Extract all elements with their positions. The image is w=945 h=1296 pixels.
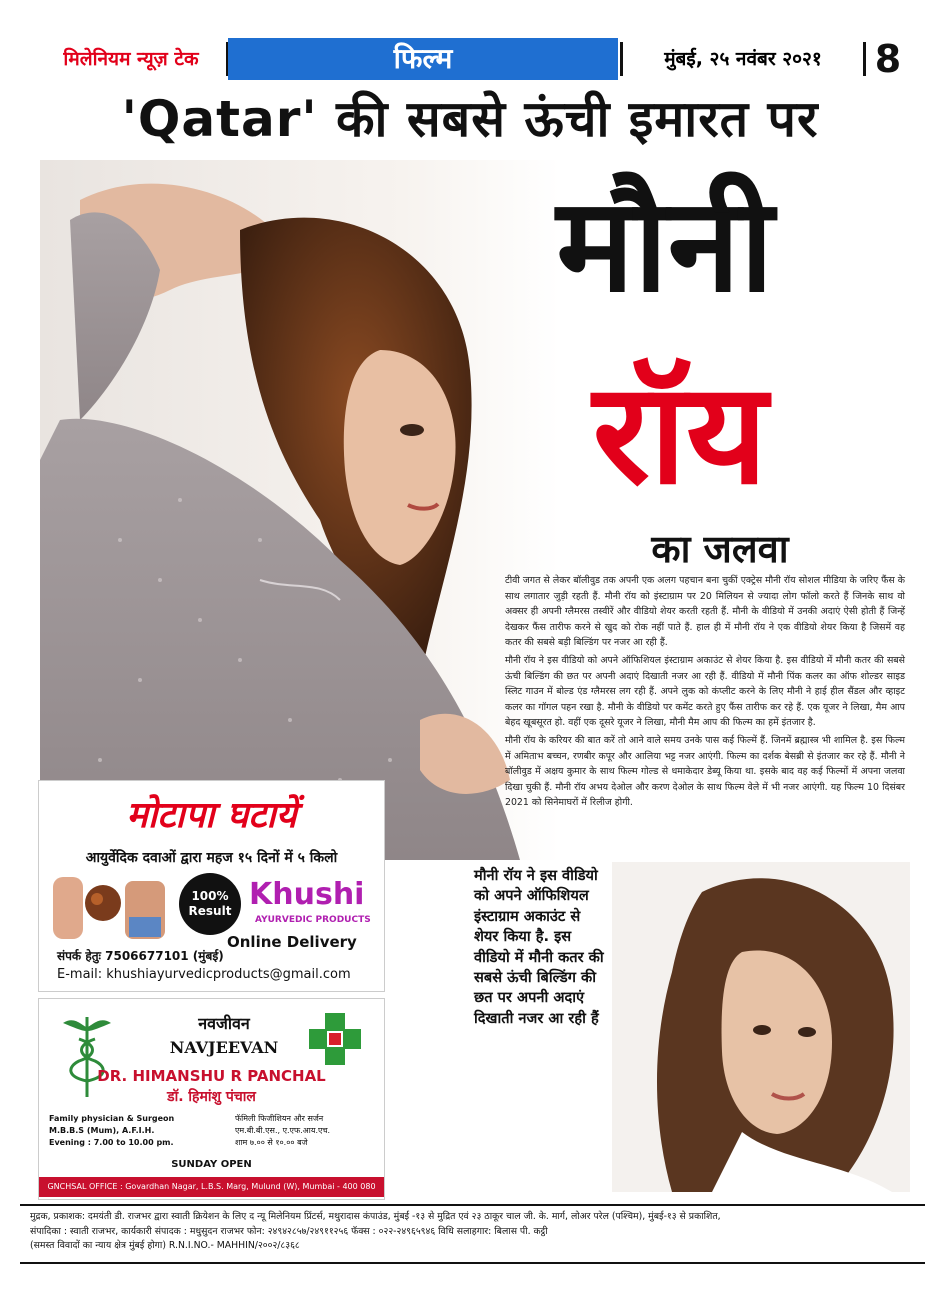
imprint (30, 1210, 915, 1254)
ad-brand: Khushi (249, 877, 365, 912)
doctor-details-hindi (235, 1113, 380, 1149)
headline-sub: का जलवा (651, 527, 789, 571)
doctor-name: DR. HIMANSHU R PANCHAL (97, 1067, 326, 1085)
page-number: 8 (874, 37, 902, 81)
clinic-name-hindi: नवजीवन (198, 1014, 250, 1033)
headline-top: 'Qatar' की सबसे ऊंची इमारत पर (121, 90, 819, 148)
headline-name-first: मौनी (556, 169, 774, 321)
detail-line: Family physician & Surgeon (49, 1114, 175, 1123)
ad-khushi-ayurvedic (38, 780, 385, 992)
article-paragraph: मौनी रॉय ने इस वीडियो को अपने ऑफिशियल इंस्टाग्राम अकाउंट से शेयर किया है. इस वीडियो में मौनी कतर की सबसे ऊंची बिल्डिंग की छत पर अपनी अदाएं दिखाती नजर आ रही हैं. वीडियो में मौनी पिंक कलर का ऑफ शोल्डर साइड स्लिट गाउन में बोल्ड एंड ग्लैमरस लग रही हैं. अपने लुक को कंप्लीट करने के लिए मौनी ने हाई हील सैंडल और व्हाइट कलर का गॉगल पहन रखा है. मौनी के वीडियो पर कमेंट करते हुए फैंस तारीफ कर रहे हैं. एक यूजर ने लिखा, मैम आप बेहद खूबसूरत हो. वहीं एक दूसरे यूजर ने लिखा, मौनी मैम आप की फिल्म का हमें इंतजार है. (505, 654, 905, 729)
article-body (505, 573, 905, 813)
clinic-name-english: NAVJEEVAN (169, 1038, 279, 1057)
detail-line: M.B.B.S (Mum), A.F.I.H. (49, 1126, 155, 1135)
ad-delivery: Online Delivery (227, 933, 357, 951)
ad-contact: संपर्क हेतुः 7506677101 (मुंबई) (57, 949, 224, 963)
sunday-open: SUNDAY OPEN (171, 1159, 252, 1170)
headline-name-last: रॉय (592, 353, 768, 516)
badge-percent: 100% (191, 889, 229, 903)
secondary-photo (612, 862, 910, 1192)
ad-navjeevan-clinic (38, 998, 385, 1200)
detail-line: शाम ७.०० से १०.०० बजे (235, 1138, 308, 1147)
paper-name: मिलेनियम न्यूज़ टेक (36, 42, 229, 76)
badge-label: Result (188, 904, 232, 918)
ad-title: मोटापा घटायें (126, 795, 297, 836)
article-paragraph: टीवी जगत से लेकर बॉलीवुड तक अपनी एक अलग पहचान बना चुकीं एक्ट्रेस मौनी रॉय सोशल मीडिया के जरिए फैंस के साथ लगातार जुड़ी रहती हैं. मौनी रॉय को इंस्टाग्राम पर 20 मिलियन से ज्यादा लोग फॉलो करते हैं जिनके साथ वो अक्सर ही अपनी ग्लैमरस तस्वीरें और वीडियो शेयर करती रहती हैं. मौनी के वीडियो में उनकी अदाएं ऐसी होती हैं जिन्हें देखकर फैंस तारीफ करने से खुद को रोक नहीं पाते हैं. हाल ही में मौनी रॉय ने एक वीडियो शेयर किया है जिसमें वह कतर की सबसे बड़ी बिल्डिंग पर नजर आ रही हैं. (505, 575, 905, 649)
ad-brand-sub: AYURVEDIC PRODUCTS (255, 915, 371, 925)
issue-date: मुंबई, २५ नवंबर २०२१ (620, 42, 866, 76)
pull-quote: मौनी रॉय ने इस वीडियो को अपने ऑफिशियल इंस्टाग्राम अकाउंट से शेयर किया है. इस वीडियो में मौनी कतर की सबसे ऊंची बिल्डिंग की छत पर अपनी अदाएं दिखाती नजर आ रही हैं (474, 867, 604, 1027)
ad-subtitle: आयुर्वेदिक दवाओं द्वारा महज १५ दिनों में ५ किलो (85, 850, 338, 866)
doctor-details-english (49, 1113, 219, 1149)
office-address: GNCHSAL OFFICE : Govardhan Nagar, L.B.S. Marg, Mulund (W), Mumbai - 400 080 (39, 1177, 384, 1197)
imprint-line: मुद्रक, प्रकाशक: दमयंती डी. राजभर द्वारा स्वाती क्रियेशन के लिए द न्यू मिलेनियम प्रिंटर्स, मथुरादास कंपाउंड, मुंबई -१३ से मुद्रित एवं २३ ठाकूर चाल जी. के. मार्ग, लोअर परेल (पश्चिम), मुंबई-१३ से प्रकाशित, (30, 1211, 721, 1222)
result-badge (179, 873, 241, 935)
imprint-line: (समस्त विवादों का न्याय क्षेत्र मुंबई होगा) R.N.I.NO.- MAHHIN/२००२/८३६८ (30, 1240, 300, 1251)
article-paragraph: मौनी रॉय के करियर की बात करें तो आने वाले समय उनके पास कई फिल्में हैं. जिनमें ब्रह्मास्त्र भी शामिल है. इस फिल्म में अमिताभ बच्चन, रणबीर कपूर और आलिया भट्ट नजर आएंगी. फिल्म का दर्शक बेसब्री से इंतजार कर रहे हैं. मौनी ने बॉलीवुड में अक्षय कुमार के साथ फिल्म गोल्ड से धमाकेदार डेब्यू किया था. इसके बाद वह कई फिल्मों में अपना जलवा दिखा चुकी हैं. मौनी रॉय अभय देओल और करण देओल के साथ फिल्म वेले में भी नजर आएंगी. यह फिल्म 10 दिसंबर 2021 को सिनेमाघरों में रिलीज होगी. (505, 734, 905, 809)
medical-cross-icon (307, 1011, 363, 1067)
doctor-name-hindi: डॉ. हिमांशु पंचाल (167, 1089, 256, 1105)
footer-rule-bottom (20, 1262, 925, 1264)
ad-product-image (51, 873, 169, 943)
section-title: फिल्म (228, 38, 618, 80)
detail-line: Evening : 7.00 to 10.00 pm. (49, 1138, 174, 1147)
footer-rule (20, 1204, 925, 1206)
detail-line: फॅमिली फिजीशियन और सर्जन (235, 1114, 324, 1123)
detail-line: एम.बी.बी.एस., ए.एफ.आय.एच. (235, 1126, 331, 1135)
imprint-line: संपादिका : स्वाती राजभर, कार्यकारी संपादक : मधुसुदन राजभर फोन: २४९४२८५७/२४९११२५६ फॅक्स : ०२२-२४९६५९४६ विधि सलाहगार: बिलास पी. कट्ठी (30, 1225, 548, 1237)
ad-email: E-mail: khushiayurvedicproducts@gmail.com (57, 967, 351, 982)
